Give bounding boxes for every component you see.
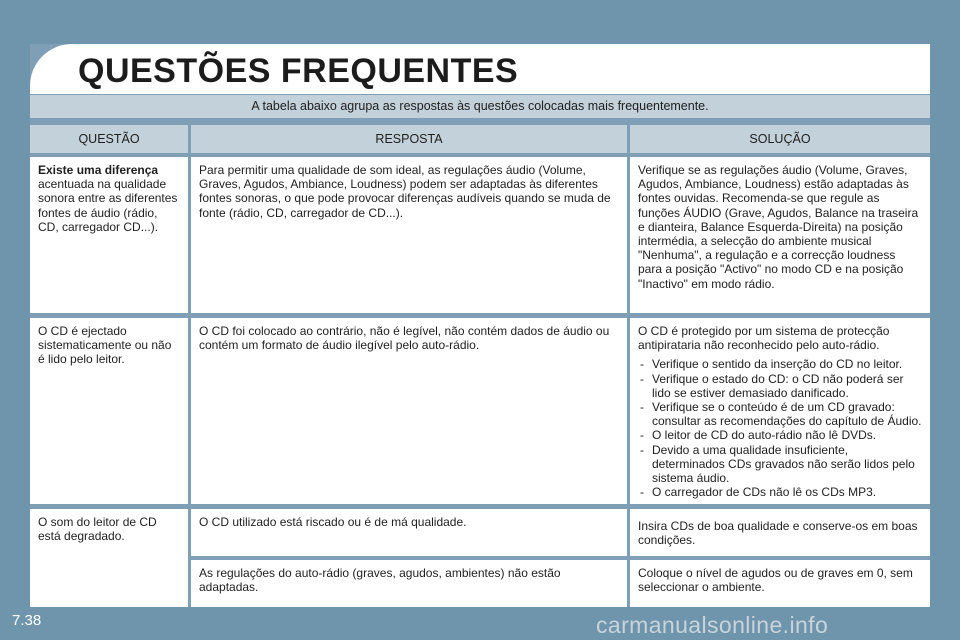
page-number: 7.38 [12, 612, 42, 629]
list-item: - Verifique o sentido da inserção do CD no leitor. [638, 357, 922, 371]
watermark: carmanualsonline.info [596, 612, 829, 638]
title-band [30, 44, 930, 94]
row3-solution2-text: Coloque o nível de agudos ou de graves em 0, sem seleccionar o ambiente. [638, 566, 913, 595]
page-subtitle: A tabela abaixo agrupa as respostas às questões colocadas mais frequentemente. [30, 95, 930, 118]
list-item: - O carregador de CDs não lê os CDs MP3. [638, 485, 922, 499]
row1-solution-text: Verifique se as regulações áudio (Volume, Graves, Agudos, Ambiance, Loudness) estão adaptadas às fontes ouvidas. Recomenda-se que regule as funções ÁUDIO (Grave, Agudos, Balance na traseira e dianteira, Balance Esquerda-Direita) na posição intermédia, a selecção do ambiente musical "Nenhuma", a regulação e a correcção loudness para a posição "Activo" no modo CD e na posição "Inactivo" em modo rádio. [638, 163, 919, 291]
row3-solution1-cell [630, 509, 930, 556]
list-item: - O leitor de CD do auto-rádio não lê DVDs. [638, 428, 922, 442]
list-item: - Devido a uma qualidade insuficiente, determinados CDs gravados não serão lidos pelo sistema áudio. [638, 443, 922, 486]
row2-solution-cell [630, 318, 930, 504]
row3-answer2-cell [191, 560, 627, 607]
row1-solution-cell [630, 157, 930, 313]
row2-solution-list [638, 357, 922, 499]
row3-question-text: O som do leitor de CD está degradado. [38, 515, 157, 544]
row2-answer-text: O CD foi colocado ao contrário, não é legível, não contém dados de áudio ou contém um formato de áudio ilegível pelo auto-rádio. [199, 324, 610, 353]
manual-page [30, 44, 930, 607]
row2-question-text: O CD é ejectado sistematicamente ou não é lido pelo leitor. [38, 324, 172, 367]
row1-question-emphasis: Existe uma diferença [38, 163, 159, 177]
header-answer: RESPOSTA [191, 125, 627, 153]
row3-question-cell [30, 509, 188, 607]
header-question: QUESTÃO [30, 125, 188, 153]
row2-solution-intro: O CD é protegido por um sistema de protecção antipirataria não reconhecido pelo auto-rádio. [638, 324, 890, 353]
page-title: QUESTÕES FREQUENTES [78, 52, 519, 90]
row1-answer-text: Para permitir uma qualidade de som ideal, as regulações áudio (Volume, Graves, Agudos, Ambiance, Loudness) podem ser adaptadas às diferentes fontes sonoras, o que pode provocar diferenças audíveis quando se muda de fonte (rádio, CD, carregador de CD...). [199, 163, 611, 220]
row3-solution2-cell [630, 560, 930, 607]
list-item: - Verifique o estado do CD: o CD não poderá ser lido se estiver demasiado danificado. [638, 372, 922, 400]
row2-question-cell [30, 318, 188, 504]
row3-answer2-text: As regulações do auto-rádio (graves, agudos, ambientes) não estão adaptadas. [199, 566, 561, 595]
row1-question-text: acentuada na qualidade sonora entre as diferentes fontes de áudio (rádio, CD, carregador CD...). [38, 177, 178, 234]
header-solution: SOLUÇÃO [630, 125, 930, 153]
row3-answer1-cell [191, 509, 627, 556]
row3-solution1-text: Insira CDs de boa qualidade e conserve-os em boas condições. [638, 519, 918, 548]
row1-question-cell [30, 157, 188, 313]
row3-answer1-text: O CD utilizado está riscado ou é de má qualidade. [199, 515, 467, 529]
list-item: - Verifique se o conteúdo é de um CD gravado: consultar as recomendações do capítulo de Áudio. [638, 400, 922, 428]
row2-answer-cell [191, 318, 627, 504]
row1-answer-cell [191, 157, 627, 313]
